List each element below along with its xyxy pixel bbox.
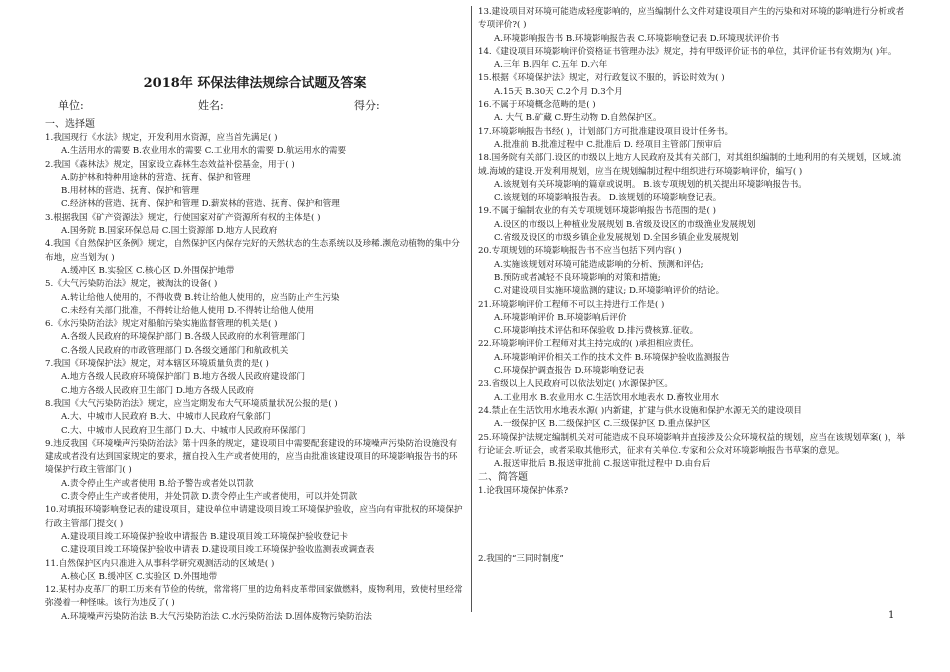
document-title: 2018年 环保法律法规综合试题及答案 — [143, 76, 367, 91]
question: 6.《水污染防治法》规定对船舶污染实施监督管理的机关是( ) — [45, 319, 278, 330]
answer-options: C.对建设项目实施环境监测的建议; D.环境影响评价的结论。 — [494, 286, 725, 297]
answer-options: A.地方各级人民政府环境保护部门 B.地方各级人民政府建设部门 — [61, 372, 306, 383]
question: 20.专项规划的环境影响报告书不应当包括下列内容( ) — [478, 246, 682, 257]
question: 10.对填报环境影响登记表的建设项目，建设单位申请建设项目竣工环境保护验收，应当向有审批权的环境保护行政主管部门提交( ) — [45, 505, 463, 529]
answer-options: B.用材林的营造、抚育、保护和管理 — [61, 186, 199, 197]
question: 9.违反我国《环境噪声污染防治法》第十四条的规定，建设项目中需要配套建设的环境噪声污染防治设施没有建成或者没有达到国家规定的要求，擅自投入生产或者使用的，应当由批准该建设项目的环境影响报告书的环境保护行政主管部门( ) — [45, 438, 458, 476]
name-label: 姓名: — [198, 99, 224, 112]
answer-options: A.环境影响报告书 B.环境影响报告表 C.环境影响登记表 D.环境现状评价书 — [494, 33, 780, 44]
answer-options: A.工业用水 B.农业用水 C.生活饮用水地表水 D.畜牧业用水 — [494, 392, 719, 403]
answer-options: C.建设项目竣工环境保护验收申请表 D.建设项目竣工环境保护验收监测表或调查表 — [61, 545, 375, 556]
question: 15.根据《环境保护法》规定，对行政复议不服的，诉讼时效为( ) — [478, 73, 725, 84]
answer-options: A.转让给他人使用的，不得收费 B.转让给他人使用的，应当防止产生污染 — [61, 292, 340, 303]
question: 8.我国《大气污染防治法》规定，应当定期发布大气环境质量状况公报的是( ) — [45, 398, 338, 409]
question: 13.建设项目对环境可能造成轻度影响的，应当编制什么文件对建设项目产生的污染和对环境的影响进行分析或者专项评价?( ) — [478, 7, 905, 31]
answer-options: A.建设项目竣工环境保护验收申请报告 B.建设项目竣工环境保护验收登记卡 — [61, 531, 349, 542]
left-column — [45, 118, 465, 624]
question: 22.环境影响评价工程师对其主持完成的( )承担相应责任。 — [478, 339, 699, 350]
question: 23.省级以上人民政府可以依法划定( )水源保护区。 — [478, 379, 673, 390]
answer-options: A.该规划有关环境影响的篇章或说明。 B.该专项规划的机关提出环境影响报告书。 — [494, 179, 807, 190]
question: 11.自然保护区内只准进入从事科学研究观测活动的区域是( ) — [45, 558, 275, 569]
page-number: 1 — [888, 610, 895, 621]
answer-options: A.15天 B.30天 C.2个月 D.3个月 — [494, 86, 623, 97]
answer-options: C.经济林的营造、抚育、保护和管理 D.薪炭林的营造、抚育、保护和管理 — [61, 199, 340, 210]
answer-options: A.实施该规划对环境可能造成影响的分析、预测和评估; — [494, 259, 704, 270]
question: 24.禁止在生活饮用水地表水源( )内新建，扩建与供水设施和保护水源无关的建设项目 — [478, 405, 802, 416]
unit-label: 单位: — [58, 99, 84, 112]
answer-options: A.环境影响评价相关工作的技术文件 B.环境保护验收监测报告 — [494, 352, 730, 363]
column-divider — [471, 6, 472, 612]
answer-options: C.环境影响技术评估和环保验收 D.排污费核算.征收。 — [494, 326, 699, 337]
answer-options: A.生活用水的需要 B.农业用水的需要 C.工业用水的需要 D.航运用水的需要 — [61, 146, 347, 157]
answer-options: A.责令停止生产或者使用 B.给予警告或者处以罚款 — [61, 478, 254, 489]
answer-options: A.防护林和特种用途林的营造、抚育、保护和管理 — [61, 172, 251, 183]
answer-options: A.环境影响评价 B.环境影响后评价 — [494, 312, 627, 323]
question: 21.环境影响评价工程师不可以主持进行工作是( ) — [478, 299, 665, 310]
question-list-left — [45, 132, 465, 624]
question: 14.《建设项目环境影响评价资格证书管理办法》规定，持有甲级评价证书的单位，其评价证书有效期为( )年。 — [478, 46, 897, 57]
question: 7.我国《环境保护法》规定，对本辖区环境质量负责的是( ) — [45, 359, 269, 370]
question: 18.国务院有关部门.设区的市级以上地方人民政府及其有关部门，对其组织编制的土地利用的有关规划，区域.流域.海域的建设.开发利用规划，应当在规划编制过程中组织进行环境影响评价，编写( ) — [478, 153, 902, 177]
answer-options: A.缓冲区 B.实验区 C.核心区 D.外围保护地带 — [61, 265, 235, 276]
answer-options: A.三年 B.四年 C.五年 D.六年 — [494, 60, 608, 71]
question: 16.不属于环境概念范畴的是( ) — [478, 100, 596, 111]
question: 5.《大气污染防治法》规定，被淘汰的设备( ) — [45, 279, 218, 290]
answer-options: A.大、中城市人民政府 B.大、中城市人民政府气象部门 — [61, 412, 271, 423]
question: 19.不属于编制农业的有关专项规划环境影响报告书范围的是( ) — [478, 206, 716, 217]
answer-options: A.环境噪声污染防治法 B.大气污染防治法 C.水污染防治法 D.固体废物污染防治法 — [61, 611, 372, 622]
answer-options: C.环境保护调查报告 D.环境影响登记表 — [494, 366, 644, 377]
answer-options: B.预防或者减轻不良环境影响的对策和措施; — [494, 272, 661, 283]
answer-options: A.各级人民政府的环境保护部门 B.各级人民政府的水利管理部门 — [61, 332, 306, 343]
answer-options: A.核心区 B.缓冲区 C.实验区 D.外围地带 — [61, 571, 218, 582]
section-heading-choice: 一、选择题 — [45, 119, 95, 130]
score-label: 得分: — [354, 99, 380, 112]
answer-options: C.该规划的环境影响报告表。 D.该规划的环境影响登记表。 — [494, 193, 722, 204]
question: 25.环境保护法规定编制机关对可能造成不良环境影响并直接涉及公众环境权益的规划，应当在该规划草案( )，举行论证会.听证会，或者采取其他形式，征求有关单位.专家和公众对环境影响报告书草案的意见。 — [478, 432, 906, 456]
right-column — [478, 6, 906, 566]
answer-options: A.国务院 B.国家环保总局 C.国土资源部 D.地方人民政府 — [61, 226, 278, 237]
question: 17.环境影响报告书经( )，计划部门方可批准建设项目设计任务书。 — [478, 126, 734, 137]
answer-options: A.批准前 B.批准过程中 C.批准后 D. 经项目主管部门预审后 — [494, 139, 722, 150]
answer-options: A.报送审批后 B.报送审批前 C.报送审批过程中 D.由台后 — [494, 459, 711, 470]
question-list-right — [478, 6, 906, 471]
answer-space — [478, 499, 906, 553]
question: 4.我国《自然保护区条例》规定，自然保护区内保存完好的天然状态的生态系统以及珍稀.濒危动植物的集中分布地，应当划为( ) — [45, 239, 460, 263]
answer-options: C.各级人民政府的市政管理部门 D.各级交通部门和航政机关 — [61, 345, 289, 356]
answer-options: A.设区的市级以上种植业发展规划 B.省级及设区的市级渔业发展规划 — [494, 219, 756, 230]
answer-options: C.责令停止生产或者使用，并处罚款 D.责令停止生产或者使用，可以并处罚款 — [61, 492, 358, 503]
answer-options: A.一级保护区 B.二级保护区 C.三级保护区 D.重点保护区 — [494, 419, 711, 430]
short-question-2: 2.我国的“三同时制度” — [478, 553, 564, 564]
answer-options: C.省级及设区的市级乡镇企业发展规划 D.全国乡镇企业发展规划 — [494, 233, 739, 244]
answer-options: C.大、中城市人民政府卫生部门 D.大、中城市人民政府环保部门 — [61, 425, 306, 436]
question: 12.某村办皮革厂的职工历来有节俭的传统，常常将厂里的边角料皮革带回家做燃料，废物利用，致使村里经常弥漫着一种怪味。该行为违反了( ) — [45, 585, 463, 609]
section-heading-short-answer: 二、简答题 — [478, 472, 528, 484]
question: 2.我国《森林法》规定，国家设立森林生态效益补偿基金，用于( ) — [45, 159, 295, 170]
answer-options: A. 大气 B.矿藏 C.野生动物 D.自然保护区。 — [494, 113, 662, 124]
question: 3.根据我国《矿产资源法》规定，行使国家对矿产资源所有权的主体是( ) — [45, 212, 321, 223]
answer-options: C.未经有关部门批准，不得转让给他人使用 D.不得转让给他人使用 — [61, 305, 315, 316]
question: 1.我国现行《水法》规定，开发利用水资源，应当首先满足( ) — [45, 133, 278, 143]
short-question-1: 1.论我国环境保护体系? — [478, 486, 569, 497]
answer-options: C.地方各级人民政府卫生部门 D.地方各级人民政府 — [61, 385, 254, 396]
